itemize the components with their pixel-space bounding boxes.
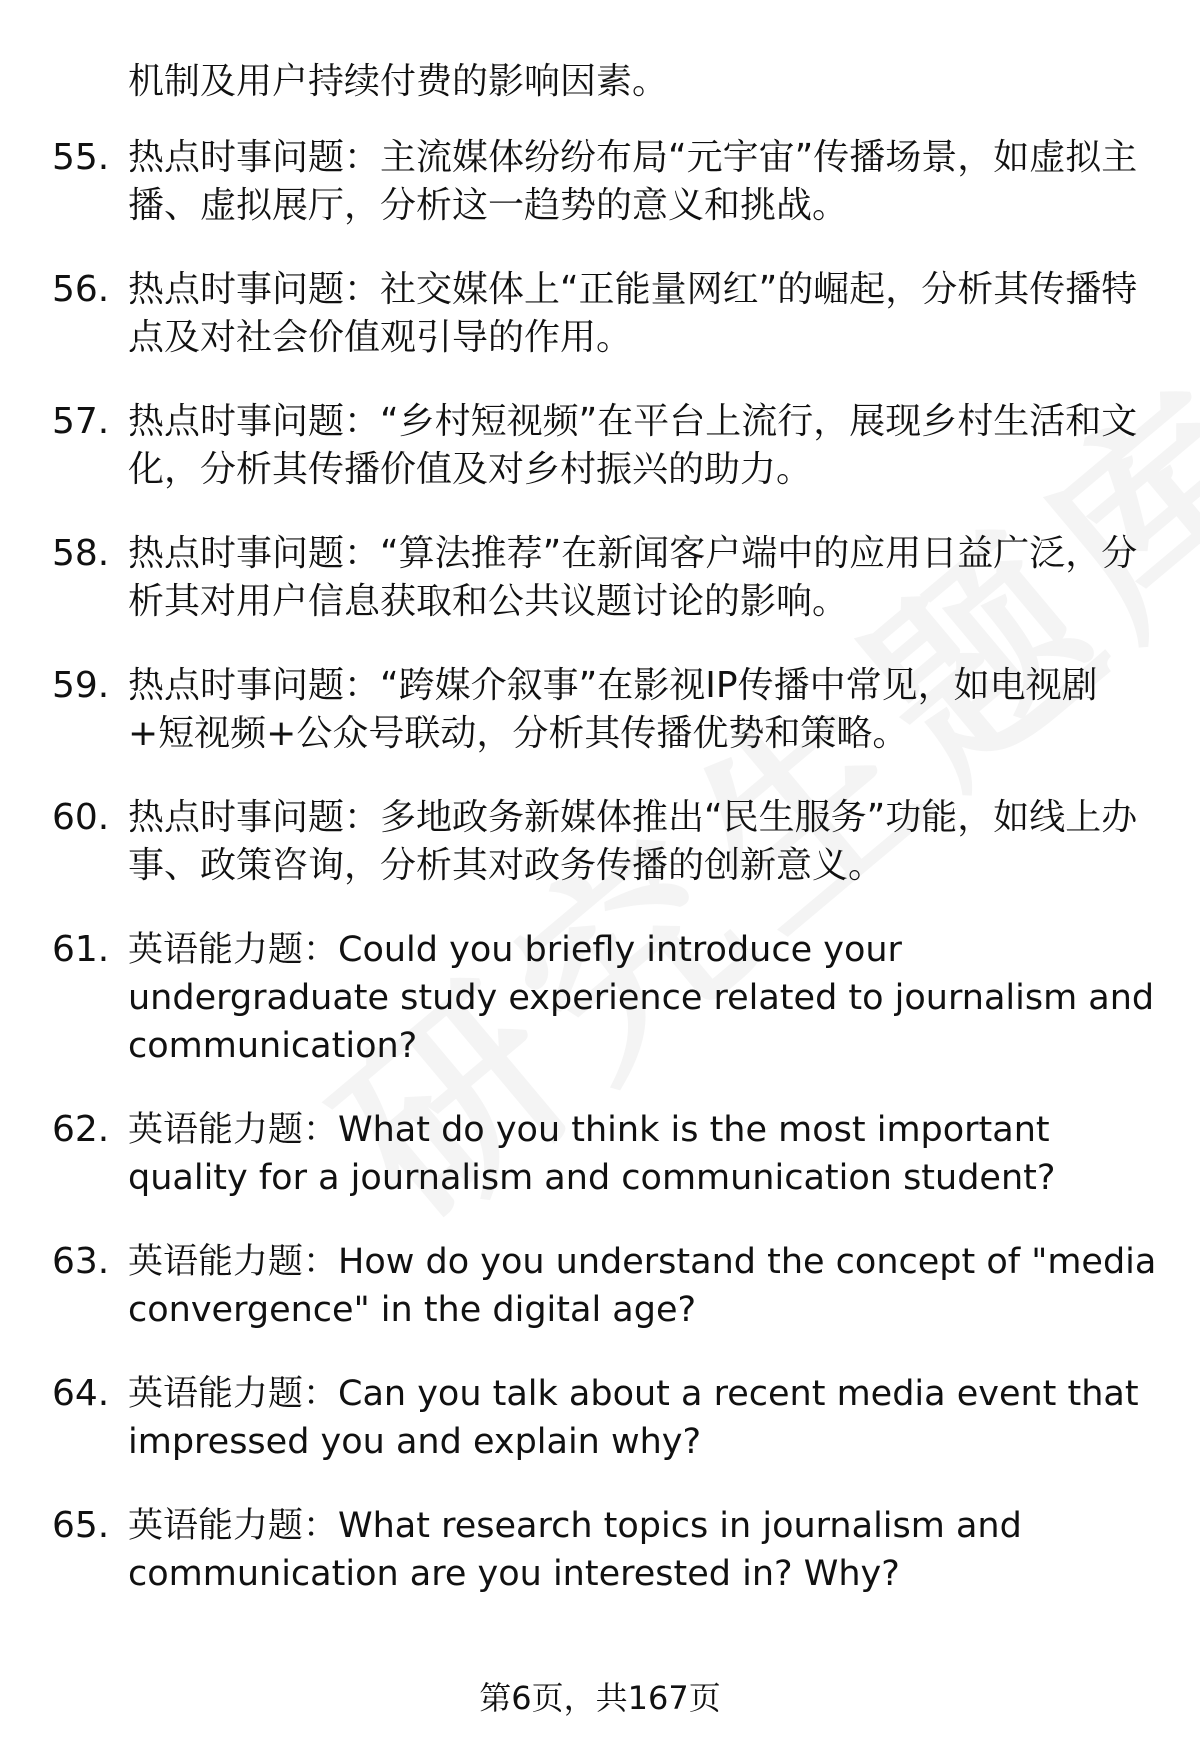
item-number: 58. (52, 533, 110, 574)
page-number-label: 第6页，共167页 (479, 1679, 721, 1717)
item-number: 61. (52, 929, 110, 970)
item-text: 英语能力题：What do you think is the most important quality for a journalism and communication student? (128, 1110, 1056, 1198)
item-text: 英语能力题：Can you talk about a recent media event that impressed you and explain why? (128, 1374, 1139, 1462)
item-text: 英语能力题：Could you briefly introduce your undergraduate study experience related to journalism and communication? (128, 930, 1155, 1066)
item-text: 热点时事问题：“算法推荐”在新闻客户端中的应用日益广泛，分析其对用户信息获取和公共议题讨论的影响。 (128, 533, 1138, 622)
item-number: 56. (52, 269, 110, 310)
item-number: 65. (52, 1505, 110, 1546)
continuation-text: 机制及用户持续付费的影响因素。 (128, 61, 669, 102)
item-number: 60. (52, 797, 110, 838)
item-number: 62. (52, 1109, 110, 1150)
item-number: 57. (52, 401, 110, 442)
item-number: 59. (52, 665, 110, 706)
item-number: 64. (52, 1373, 110, 1414)
item-text: 热点时事问题：主流媒体纷纷布局“元宇宙”传播场景，如虚拟主播、虚拟展厅，分析这一趋势的意义和挑战。 (128, 137, 1138, 226)
item-text: 热点时事问题：社交媒体上“正能量网红”的崛起，分析其传播特点及对社会价值观引导的作用。 (128, 269, 1138, 358)
item-text: 英语能力题：What research topics in journalism and communication are you interested in? Why? (128, 1506, 1022, 1594)
item-text: 热点时事问题：多地政务新媒体推出“民生服务”功能，如线上办事、政策咨询，分析其对政务传播的创新意义。 (128, 797, 1138, 886)
item-number: 63. (52, 1241, 110, 1282)
item-text: 热点时事问题：“跨媒介叙事”在影视IP传播中常见，如电视剧+短视频+公众号联动，分析其传播优势和策略。 (128, 665, 1098, 754)
item-number: 55. (52, 137, 110, 178)
item-text: 热点时事问题：“乡村短视频”在平台上流行，展现乡村生活和文化，分析其传播价值及对乡村振兴的助力。 (128, 401, 1138, 490)
page-footer (0, 1678, 1200, 1718)
item-text: 英语能力题：How do you understand the concept of "media convergence" in the digital age? (128, 1242, 1157, 1330)
